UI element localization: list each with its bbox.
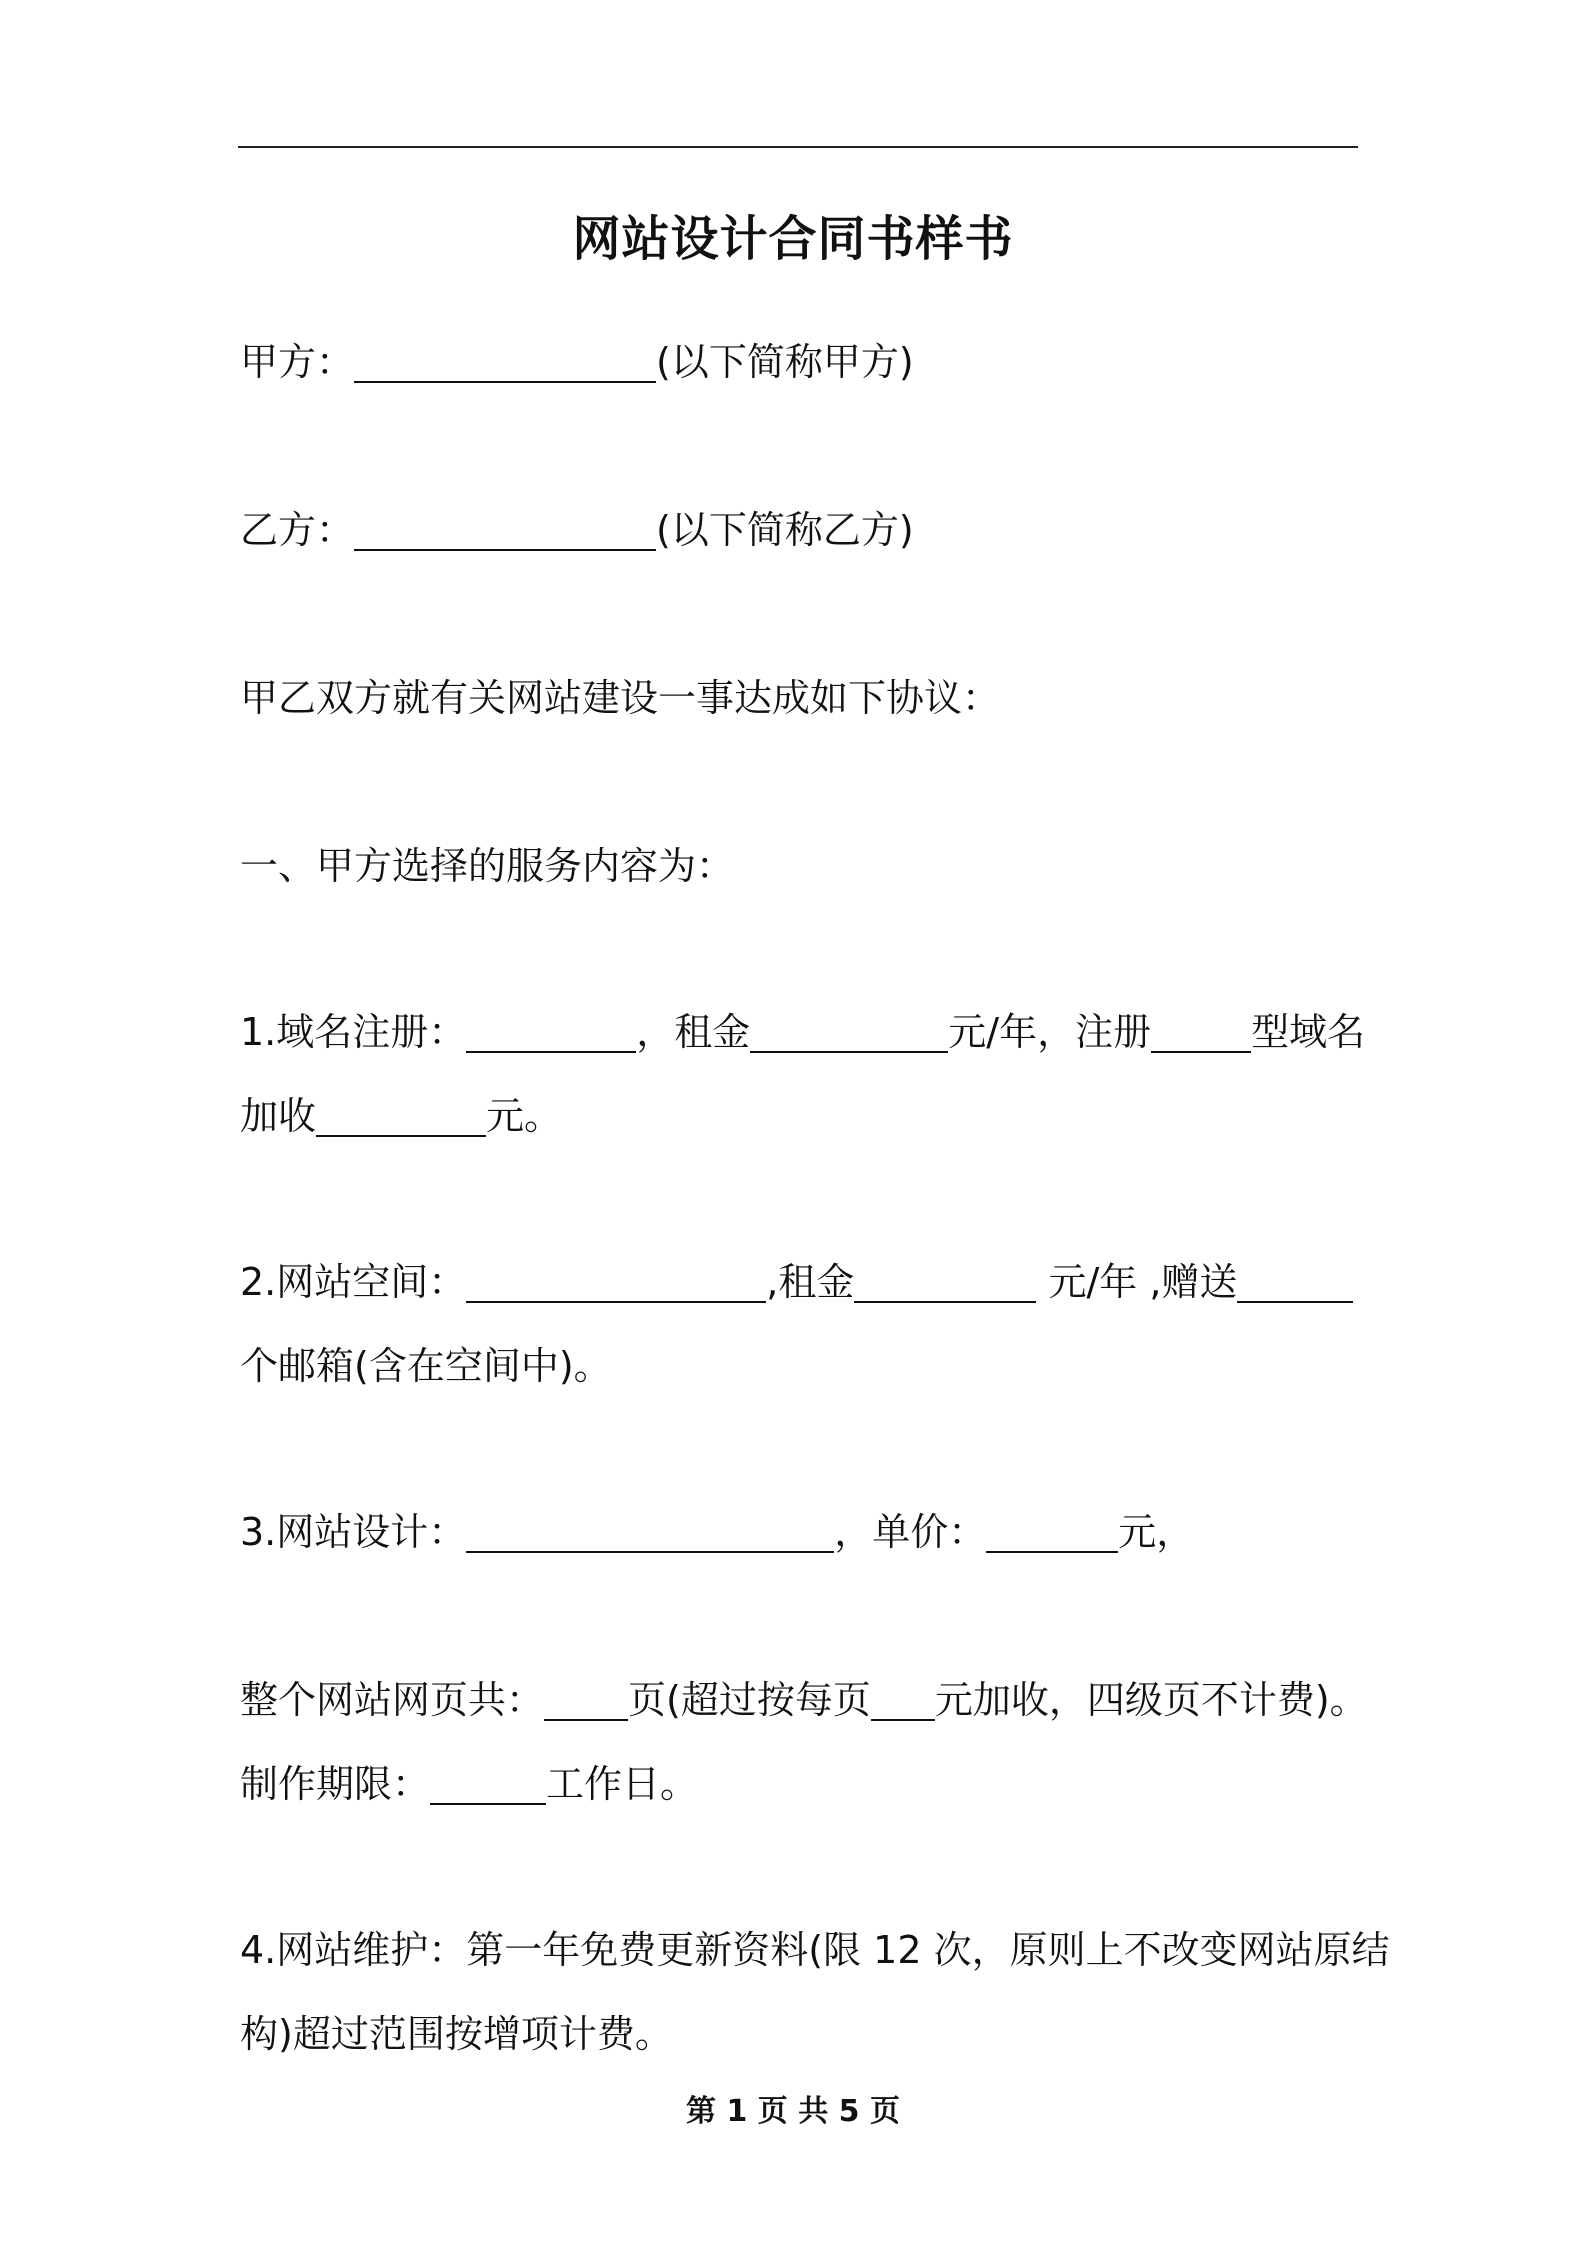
item-1-type-label: 型域名 [1251, 1010, 1366, 1054]
item-1-prefix: 1.域名注册： [240, 1010, 467, 1054]
item-3-prefix: 3.网站设计： [240, 1510, 467, 1554]
item-1-line-2 [240, 1088, 562, 1144]
page-count-blank[interactable] [544, 1679, 628, 1721]
period-suffix: 工作日。 [546, 1762, 699, 1806]
domain-rent-blank[interactable] [750, 1011, 948, 1053]
item-3-pages-line [240, 1672, 1368, 1728]
section-1-heading: 一、甲方选择的服务内容为： [240, 844, 735, 888]
item-2-line-2: 个邮箱(含在空间中)。 [240, 1344, 612, 1388]
item-4-line-1: 4.网站维护：第一年免费更新资料(限 12 次，原则上不改变网站原结 [240, 1928, 1390, 1972]
party-b-suffix: (以下简称乙方) [656, 508, 914, 552]
document-title: 网站设计合同书样书 [572, 211, 1014, 267]
party-a-blank[interactable] [354, 341, 656, 383]
page-number: 第 1 页 共 5 页 [686, 2094, 900, 2129]
pages-mid: 页(超过按每页 [628, 1678, 871, 1722]
intro-paragraph: 甲乙双方就有关网站建设一事达成如下协议： [240, 676, 1001, 720]
item-2-rent-label: ,租金 [766, 1260, 855, 1304]
pages-suffix: 元加收，四级页不计费)。 [934, 1678, 1368, 1722]
hosting-space-blank[interactable] [466, 1261, 766, 1303]
item-1-line-2-prefix: 加收 [240, 1094, 317, 1138]
item-3-period-line [240, 1756, 698, 1812]
period-prefix: 制作期限： [240, 1762, 431, 1806]
unit-price-blank[interactable] [986, 1511, 1118, 1553]
party-b-blank[interactable] [354, 509, 656, 551]
party-b-label: 乙方： [240, 508, 355, 552]
party-a-label: 甲方： [240, 340, 355, 384]
hosting-rent-blank[interactable] [854, 1261, 1036, 1303]
item-1-line-1 [240, 1004, 1365, 1060]
per-page-price-blank[interactable] [871, 1679, 935, 1721]
pages-prefix: 整个网站网页共： [240, 1678, 545, 1722]
item-1-rent-label: ，租金 [636, 1010, 751, 1054]
header-rule [238, 146, 1358, 148]
item-3-price-label: ，单价： [834, 1510, 987, 1554]
item-2-unit: 元/年 ,赠送 [1036, 1260, 1238, 1304]
work-days-blank[interactable] [430, 1763, 546, 1805]
domain-surcharge-blank[interactable] [316, 1095, 486, 1137]
item-2-line-1 [240, 1254, 1353, 1310]
item-3-line-1 [240, 1504, 1194, 1560]
domain-name-blank[interactable] [466, 1011, 636, 1053]
mailbox-count-blank[interactable] [1237, 1261, 1353, 1303]
website-design-blank[interactable] [466, 1511, 834, 1553]
party-a-suffix: (以下简称甲方) [656, 340, 914, 384]
item-1-unit: 元/年，注册 [948, 1010, 1152, 1054]
party-a-line [240, 334, 914, 390]
item-4-line-2: 构)超过范围按增项计费。 [240, 2012, 673, 2056]
item-1-line-2-suffix: 元。 [486, 1094, 563, 1138]
item-3-suffix: 元， [1118, 1510, 1195, 1554]
domain-type-blank[interactable] [1151, 1011, 1251, 1053]
party-b-line [240, 502, 914, 558]
item-2-prefix: 2.网站空间： [240, 1260, 467, 1304]
